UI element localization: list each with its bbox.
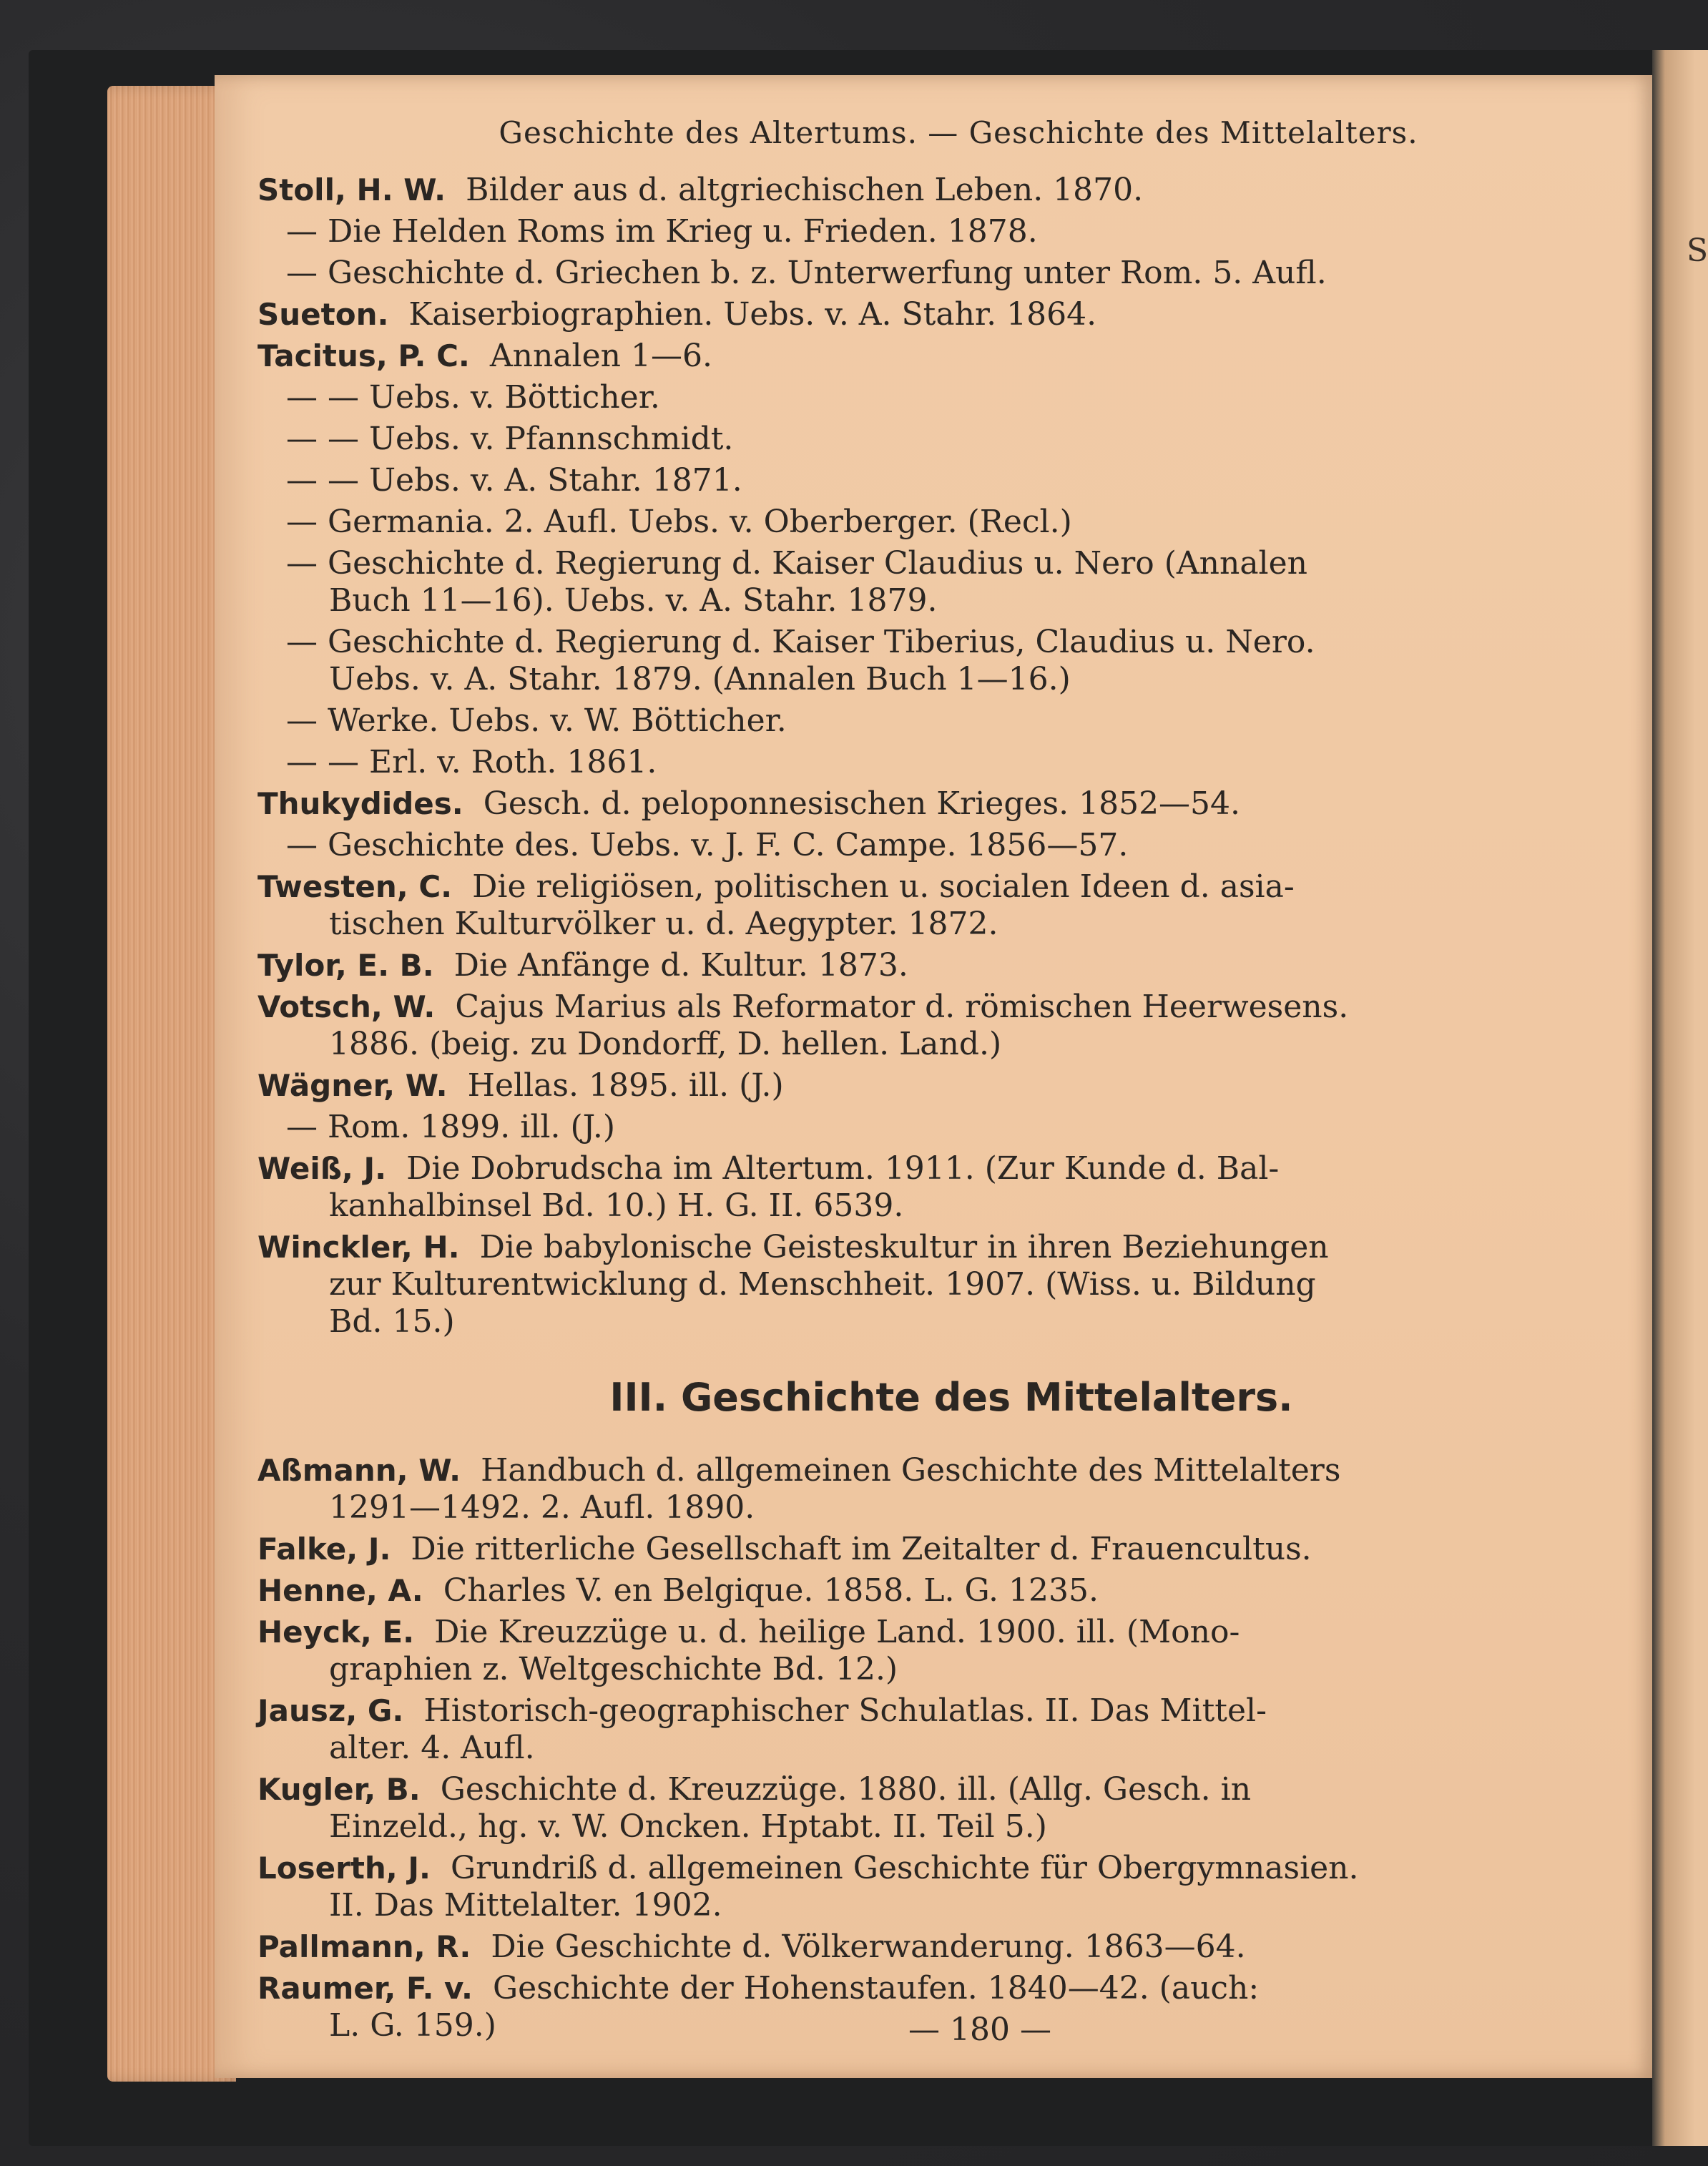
entry-title: Cajus Marius als Reformator d. römischen Heerwesens. <box>455 989 1349 1025</box>
entry-subwork: — Die Helden Roms im Krieg u. Frieden. 1878. <box>286 213 1038 250</box>
bibliography-entry <box>257 1850 1602 1924</box>
entry-title: Die Kreuzzüge u. d. heilige Land. 1900. ill. (Mono- <box>434 1614 1240 1650</box>
bibliography-entry <box>257 255 1602 292</box>
bibliography-entry <box>257 1150 1602 1225</box>
running-head: Geschichte des Altertums. — Geschichte des Mittelalters. <box>499 115 1418 150</box>
entry-title: Historisch-geographischer Schulatlas. II. Das Mittel- <box>423 1692 1267 1729</box>
entry-title: Geschichte der Hohenstaufen. 1840—42. (auch: <box>492 1970 1260 2006</box>
entry-first-line <box>257 1771 1602 1808</box>
entry-title: Die ritterliche Gesellschaft im Zeitalter d. Frauencultus. <box>411 1531 1312 1567</box>
entry-first-line <box>257 1150 1602 1187</box>
entry-author: Aßmann, W. <box>257 1453 461 1488</box>
entry-first-line <box>257 1229 1602 1266</box>
entry-subwork: — — Erl. v. Roth. 1861. <box>286 744 657 780</box>
entry-title: Die Dobrudscha im Altertum. 1911. (Zur Kunde d. Bal- <box>406 1150 1280 1187</box>
entry-continuation: 1291—1492. 2. Aufl. 1890. <box>329 1489 755 1526</box>
entry-title: Bilder aus d. altgriechischen Leben. 1870. <box>466 172 1144 208</box>
entry-continuation: alter. 4. Aufl. <box>329 1730 535 1766</box>
entry-first-line <box>257 296 1602 333</box>
entry-author: Votsch, W. <box>257 989 436 1024</box>
entry-title: Charles V. en Belgique. 1858. L. G. 1235. <box>443 1572 1099 1609</box>
entry-title: Grundriß d. allgemeinen Geschichte für Obergymnasien. <box>450 1850 1359 1886</box>
entry-title: Die Anfänge d. Kultur. 1873. <box>453 947 908 984</box>
entry-author: Heyck, E. <box>257 1614 415 1650</box>
entry-first-line <box>257 1929 1602 1966</box>
entry-first-line <box>257 1850 1602 1887</box>
entry-author: Raumer, F. v. <box>257 1971 473 2006</box>
entry-title: Die babylonische Geisteskultur in ihren Beziehungen <box>479 1229 1329 1265</box>
entry-author: Twesten, C. <box>257 869 453 904</box>
entry-subwork: — Werke. Uebs. v. W. Bötticher. <box>286 702 787 739</box>
entry-author: Falke, J. <box>257 1532 391 1567</box>
bibliography-entry <box>257 338 1602 375</box>
entry-author: Kugler, B. <box>257 1772 421 1807</box>
bibliography-entry <box>257 785 1602 823</box>
bibliography-entry <box>257 213 1602 250</box>
bibliography-entry <box>257 1229 1602 1341</box>
entry-subwork: — — Uebs. v. Bötticher. <box>286 379 660 416</box>
facing-page-letter: S <box>1687 232 1708 269</box>
entry-first-line <box>257 1970 1602 2007</box>
entry-title: Hellas. 1895. ill. (J.) <box>467 1067 784 1104</box>
entry-subwork: — Geschichte d. Regierung d. Kaiser Tiberius, Claudius u. Nero. <box>286 624 1315 660</box>
entry-subwork: — — Uebs. v. A. Stahr. 1871. <box>286 462 742 499</box>
entry-subwork: — — Uebs. v. Pfannschmidt. <box>286 421 734 457</box>
entry-author: Winckler, H. <box>257 1230 460 1265</box>
bibliography-list-medieval <box>257 1452 1602 2044</box>
entry-continuation: zur Kulturentwicklung d. Menschheit. 1907. (Wiss. u. Bildung <box>329 1266 1316 1303</box>
bibliography-entry <box>257 1572 1602 1609</box>
bibliography-entry <box>257 462 1602 499</box>
entry-first-line <box>257 1572 1602 1609</box>
bibliography-entry <box>257 504 1602 541</box>
entry-continuation: Bd. 15.) <box>329 1303 455 1340</box>
entry-first-line <box>257 1692 1602 1730</box>
entry-author: Pallmann, R. <box>257 1929 471 1964</box>
bibliography-entry <box>257 296 1602 333</box>
bibliography-entry <box>257 744 1602 781</box>
facing-page-edge <box>1652 50 1708 2146</box>
bibliography-entry <box>257 545 1602 619</box>
entry-author: Thukydides. <box>257 786 463 821</box>
entry-title: Die Geschichte d. Völkerwanderung. 1863—64. <box>491 1929 1246 1965</box>
entry-first-line <box>257 785 1602 823</box>
entry-continuation: tischen Kulturvölker u. d. Aegypter. 1872. <box>329 906 998 942</box>
entry-author: Sueton. <box>257 297 389 332</box>
entry-title: Die religiösen, politischen u. socialen Ideen d. asia- <box>472 868 1295 905</box>
entry-title: Kaiserbiographien. Uebs. v. A. Stahr. 1864. <box>408 296 1097 333</box>
bibliography-entry <box>257 947 1602 984</box>
bibliography-entry <box>257 1771 1602 1846</box>
entry-author: Loserth, J. <box>257 1851 431 1886</box>
bibliography-entry <box>257 421 1602 458</box>
entry-author: Tylor, E. B. <box>257 948 434 983</box>
entry-subwork: — Geschichte d. Regierung d. Kaiser Claudius u. Nero (Annalen <box>286 545 1308 582</box>
entry-first-line <box>257 868 1602 906</box>
entry-continuation: graphien z. Weltgeschichte Bd. 12.) <box>329 1651 898 1687</box>
bibliography-entry <box>257 1067 1602 1104</box>
bibliography-list-ancient <box>257 172 1602 1341</box>
bibliography-entry <box>257 827 1602 864</box>
entry-subwork: — Geschichte d. Griechen b. z. Unterwerfung unter Rom. 5. Aufl. <box>286 255 1327 291</box>
entry-continuation: Einzeld., hg. v. W. Oncken. Hptabt. II. Teil 5.) <box>329 1808 1047 1845</box>
entry-first-line <box>257 1614 1602 1651</box>
entry-author: Wägner, W. <box>257 1068 448 1103</box>
bibliography-entry <box>257 624 1602 698</box>
entry-continuation: 1886. (beig. zu Dondorff, D. hellen. Land.) <box>329 1026 1002 1062</box>
bibliography-entry <box>257 1109 1602 1146</box>
entry-continuation: Buch 11—16). Uebs. v. A. Stahr. 1879. <box>329 582 938 619</box>
entry-first-line <box>257 1067 1602 1104</box>
entry-first-line <box>257 1531 1602 1568</box>
entry-author: Jausz, G. <box>257 1693 404 1728</box>
entry-author: Tacitus, P. C. <box>257 338 470 373</box>
entry-author: Stoll, H. W. <box>257 172 446 207</box>
bibliography-entry <box>257 1692 1602 1767</box>
section-title: III. Geschichte des Mittelalters. <box>609 1375 1293 1420</box>
page-content <box>257 114 1602 2049</box>
entry-title: Gesch. d. peloponnesischen Krieges. 1852—54. <box>483 785 1241 822</box>
entry-title: Geschichte d. Kreuzzüge. 1880. ill. (Allg. Gesch. in <box>440 1771 1252 1808</box>
entry-first-line <box>257 989 1602 1026</box>
entry-continuation: kanhalbinsel Bd. 10.) H. G. II. 6539. <box>329 1187 904 1224</box>
bibliography-entry <box>257 989 1602 1063</box>
entry-title: Handbuch d. allgemeinen Geschichte des Mittelalters <box>481 1452 1341 1489</box>
bibliography-entry <box>257 868 1602 943</box>
bibliography-entry <box>257 1614 1602 1688</box>
entry-first-line <box>257 1452 1602 1489</box>
entry-author: Henne, A. <box>257 1573 423 1608</box>
bibliography-entry <box>257 1929 1602 1966</box>
entry-title: Annalen 1—6. <box>489 338 712 374</box>
entry-continuation: II. Das Mittelalter. 1902. <box>329 1887 722 1924</box>
entry-first-line <box>257 338 1602 375</box>
bibliography-entry <box>257 702 1602 740</box>
bibliography-entry <box>257 1452 1602 1527</box>
entry-continuation: Uebs. v. A. Stahr. 1879. (Annalen Buch 1—16.) <box>329 661 1071 697</box>
page-number: — 180 — <box>908 2011 1051 2048</box>
entry-first-line <box>257 947 1602 984</box>
bibliography-entry <box>257 172 1602 209</box>
bibliography-entry <box>257 1531 1602 1568</box>
entry-continuation: L. G. 159.) <box>329 2007 496 2044</box>
entry-author: Weiß, J. <box>257 1151 387 1186</box>
bibliography-entry <box>257 379 1602 416</box>
entry-first-line <box>257 172 1602 209</box>
entry-subwork: — Rom. 1899. ill. (J.) <box>286 1109 615 1145</box>
entry-subwork: — Germania. 2. Aufl. Uebs. v. Oberberger. (Recl.) <box>286 504 1072 540</box>
entry-subwork: — Geschichte des. Uebs. v. J. F. C. Campe. 1856—57. <box>286 827 1129 863</box>
